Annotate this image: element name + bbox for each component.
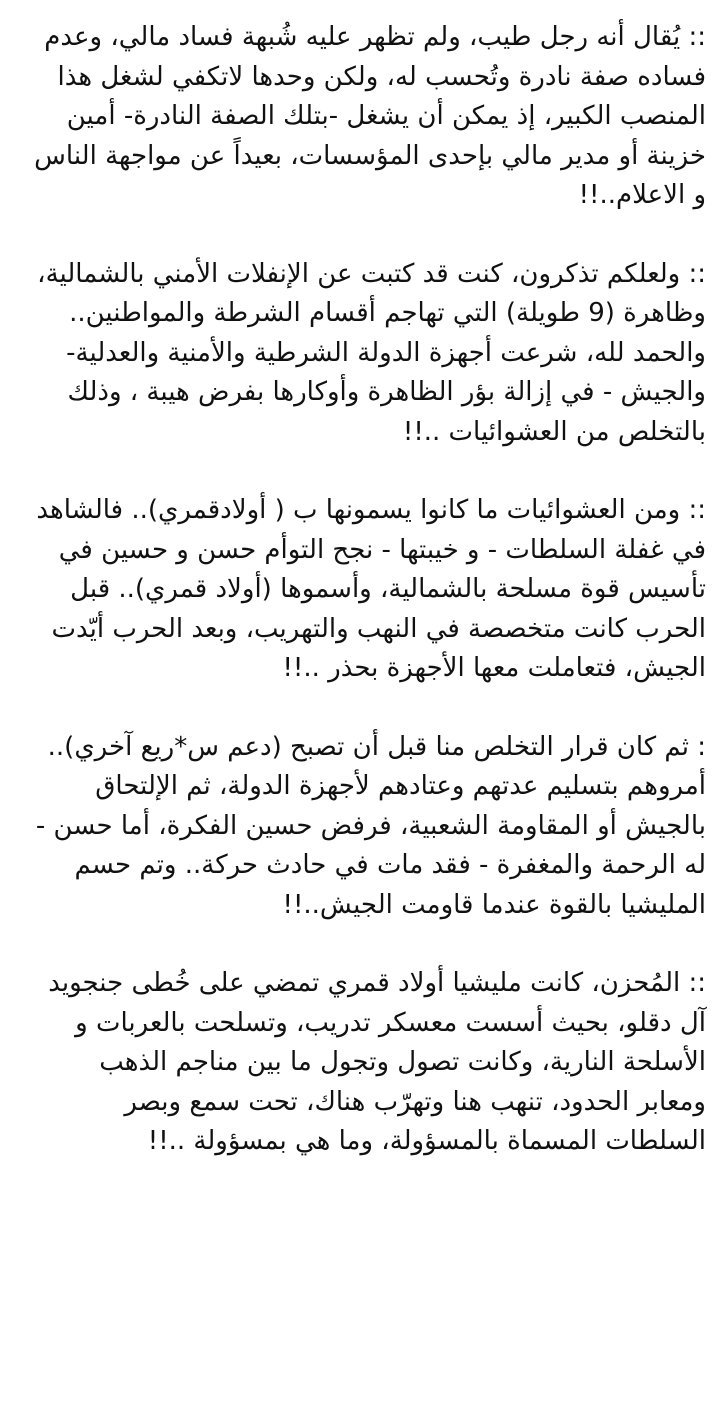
paragraph-3: :: ومن العشوائيات ما كانوا يسمونها ب ( أولادقمري).. فالشاهد في غفلة السلطات - و خيبتها - نجح التوأم حسن و حسين في تأسيس قوة مسلحة بالشمالية، وأسموها (أولاد قمري).. قبل الحرب كانت متخصصة في النهب والتهريب، وبعد الحرب أيّدت الجيش، فتعاملت معها الأجهزة بحذر ..!! — [36, 495, 706, 683]
paragraph-5: :: المُحزن، كانت مليشيا أولاد قمري تمضي على خُطى جنجويد آل دقلو، بحيث أسست معسكر تدريب، وتسلحت بالعربات و الأسلحة النارية، وكانت تصول وتجول ما بين مناجم الذهب ومعابر الحدود، تنهب هنا وتهرّب هناك، تحت سمع وبصر السلطات المسماة بالمسؤولة، وما هي بمسؤولة ..!! — [48, 968, 706, 1156]
paragraph-4: : ثم كان قرار التخلص منا قبل أن تصبح (دعم س*ريع آخري).. أمروهم بتسليم عدتهم وعتادهم لأجهزة الدولة، ثم الإلتحاق بالجيش أو المقاومة الشعبية، فرفض حسين الفكرة، أما حسن - له الرحمة والمغفرة - فقد مات في حادث حركة.. وتم حسم المليشيا بالقوة عندما قاومت الجيش..!! — [35, 731, 706, 920]
paragraph-1: :: يُقال أنه رجل طيب، ولم تظهر عليه شُبهة فساد مالي، وعدم فساده صفة نادرة وتُحسب له، ولكن وحدها لاتكفي لشغل هذا المنصب الكبير، إذ يمكن أن يشغل -بتلك الصفة النادرة- أمين خزينة أو مدير مالي بإحدى المؤسسات، بعيداً عن مواجهة الناس و الاعلام..!! — [34, 22, 706, 210]
paragraph-2: :: ولعلكم تذكرون، كنت قد كتبت عن الإنفلات الأمني بالشمالية، وظاهرة (9 طويلة) التي تهاجم أقسام الشرطة والمواطنين.. والحمد لله، شرعت أجهزة الدولة الشرطية والأمنية والعدلية- والجيش - في إزالة بؤر الظاهرة وأوكارها بفرض هيبة ، وذلك بالتخلص من العشوائيات ..!! — [37, 258, 706, 447]
